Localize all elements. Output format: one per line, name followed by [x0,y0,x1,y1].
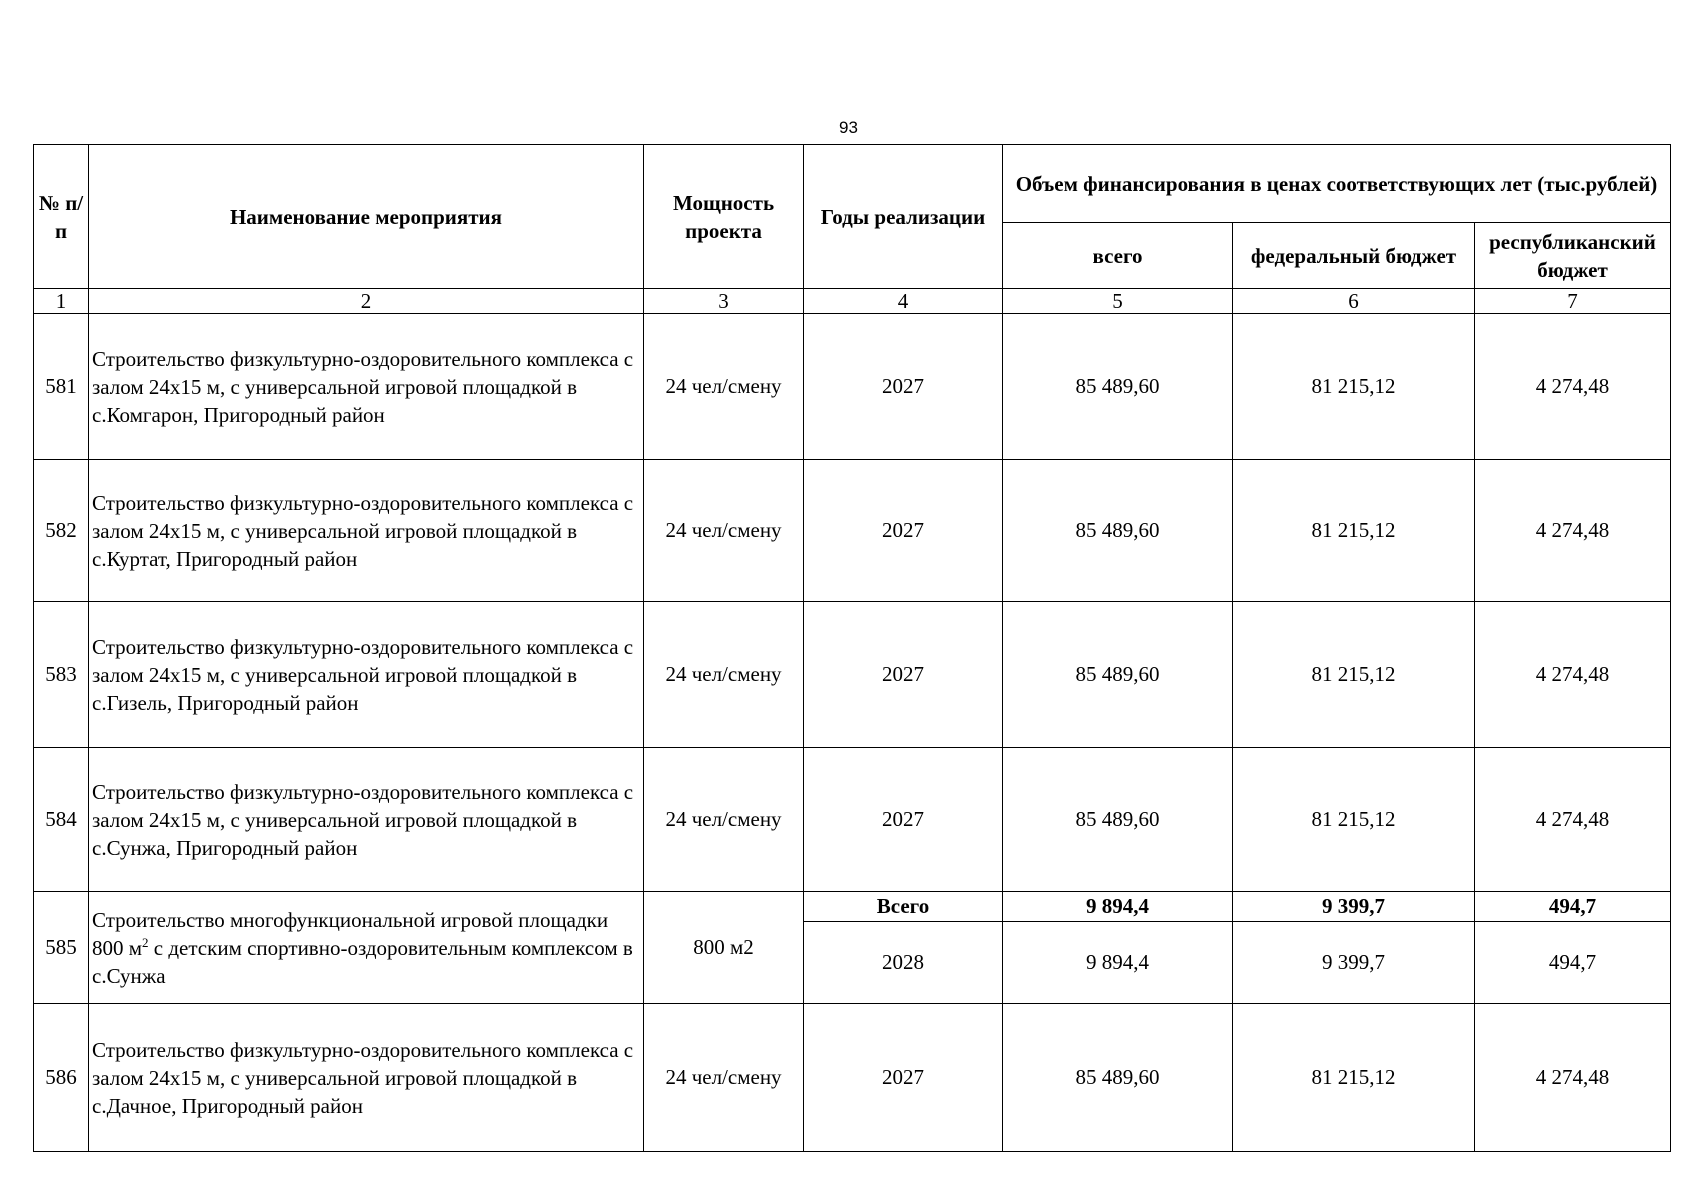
row-federal: 81 215,12 [1233,602,1475,748]
row-name: Строительство физкультурно-оздоровительного комплекса с залом 24х15 м, с универсальной игровой площадкой в с.Куртат, Пригородный район [89,460,644,602]
row-republic: 494,7 [1475,922,1671,1004]
table-row [34,460,1671,602]
header-name: Наименование мероприятия [89,145,644,289]
row-num: 583 [34,602,89,748]
column-number: 2 [89,289,644,314]
row-name: Строительство физкультурно-оздоровительного комплекса с залом 24х15 м, с универсальной игровой площадкой в с.Сунжа, Пригородный район [89,748,644,892]
header-years: Годы реализации [804,145,1003,289]
row-capacity: 24 чел/смену [644,1004,804,1152]
row-year: 2027 [804,460,1003,602]
row-federal: 81 215,12 [1233,314,1475,460]
row-sum-federal: 9 399,7 [1233,892,1475,922]
row-num: 584 [34,748,89,892]
row-sum-republic: 494,7 [1475,892,1671,922]
row-republic: 4 274,48 [1475,602,1671,748]
row-total: 85 489,60 [1003,314,1233,460]
row-name: Строительство физкультурно-оздоровительного комплекса с залом 24х15 м, с универсальной игровой площадкой в с.Гизель, Пригородный район [89,602,644,748]
table-row [34,314,1671,460]
header-republic: республиканский бюджет [1475,223,1671,289]
row-capacity: 24 чел/смену [644,314,804,460]
header-capacity: Мощность проекта [644,145,804,289]
row-total: 85 489,60 [1003,602,1233,748]
row-name: Строительство физкультурно-оздоровительного комплекса с залом 24х15 м, с универсальной игровой площадкой в с.Дачное, Пригородный район [89,1004,644,1152]
table-row [34,602,1671,748]
column-number: 3 [644,289,804,314]
row-total: 9 894,4 [1003,922,1233,1004]
header-federal: федеральный бюджет [1233,223,1475,289]
header-funding: Объем финансирования в ценах соответствующих лет (тыс.рублей) [1003,145,1671,223]
header-total: всего [1003,223,1233,289]
row-name: Строительство физкультурно-оздоровительного комплекса с залом 24х15 м, с универсальной игровой площадкой в с.Комгарон, Пригородный район [89,314,644,460]
row-name: Строительство многофункциональной игровой площадки 800 $м^2$ с детским спортивно-оздоровительным комплексом в с.Сунжа [89,892,644,1004]
row-total: 85 489,60 [1003,748,1233,892]
column-number: 5 [1003,289,1233,314]
row-capacity: 800 м2 [644,892,804,1004]
row-federal: 9 399,7 [1233,922,1475,1004]
table-row [34,1004,1671,1152]
row-num: 586 [34,1004,89,1152]
column-number-row [34,289,1671,314]
column-number: 4 [804,289,1003,314]
row-capacity: 24 чел/смену [644,748,804,892]
row-sum-total: 9 894,4 [1003,892,1233,922]
row-republic: 4 274,48 [1475,460,1671,602]
row-republic: 4 274,48 [1475,1004,1671,1152]
financing-table [33,144,1671,1152]
row-num: 581 [34,314,89,460]
row-sum-label: Всего [804,892,1003,922]
row-federal: 81 215,12 [1233,1004,1475,1152]
row-total: 85 489,60 [1003,460,1233,602]
row-capacity: 24 чел/смену [644,460,804,602]
row-num: 582 [34,460,89,602]
page-number: 93 [839,118,858,137]
column-number: 7 [1475,289,1671,314]
row-capacity: 24 чел/смену [644,602,804,748]
header-num: № п/п [34,145,89,289]
row-total: 85 489,60 [1003,1004,1233,1152]
row-republic: 4 274,48 [1475,314,1671,460]
column-number: 6 [1233,289,1475,314]
column-number: 1 [34,289,89,314]
table-row-sum [34,892,1671,922]
row-year: 2027 [804,602,1003,748]
row-year: 2027 [804,1004,1003,1152]
row-year: 2027 [804,748,1003,892]
row-republic: 4 274,48 [1475,748,1671,892]
row-federal: 81 215,12 [1233,460,1475,602]
row-num: 585 [34,892,89,1004]
row-year: 2028 [804,922,1003,1004]
table-row [34,748,1671,892]
row-year: 2027 [804,314,1003,460]
row-federal: 81 215,12 [1233,748,1475,892]
